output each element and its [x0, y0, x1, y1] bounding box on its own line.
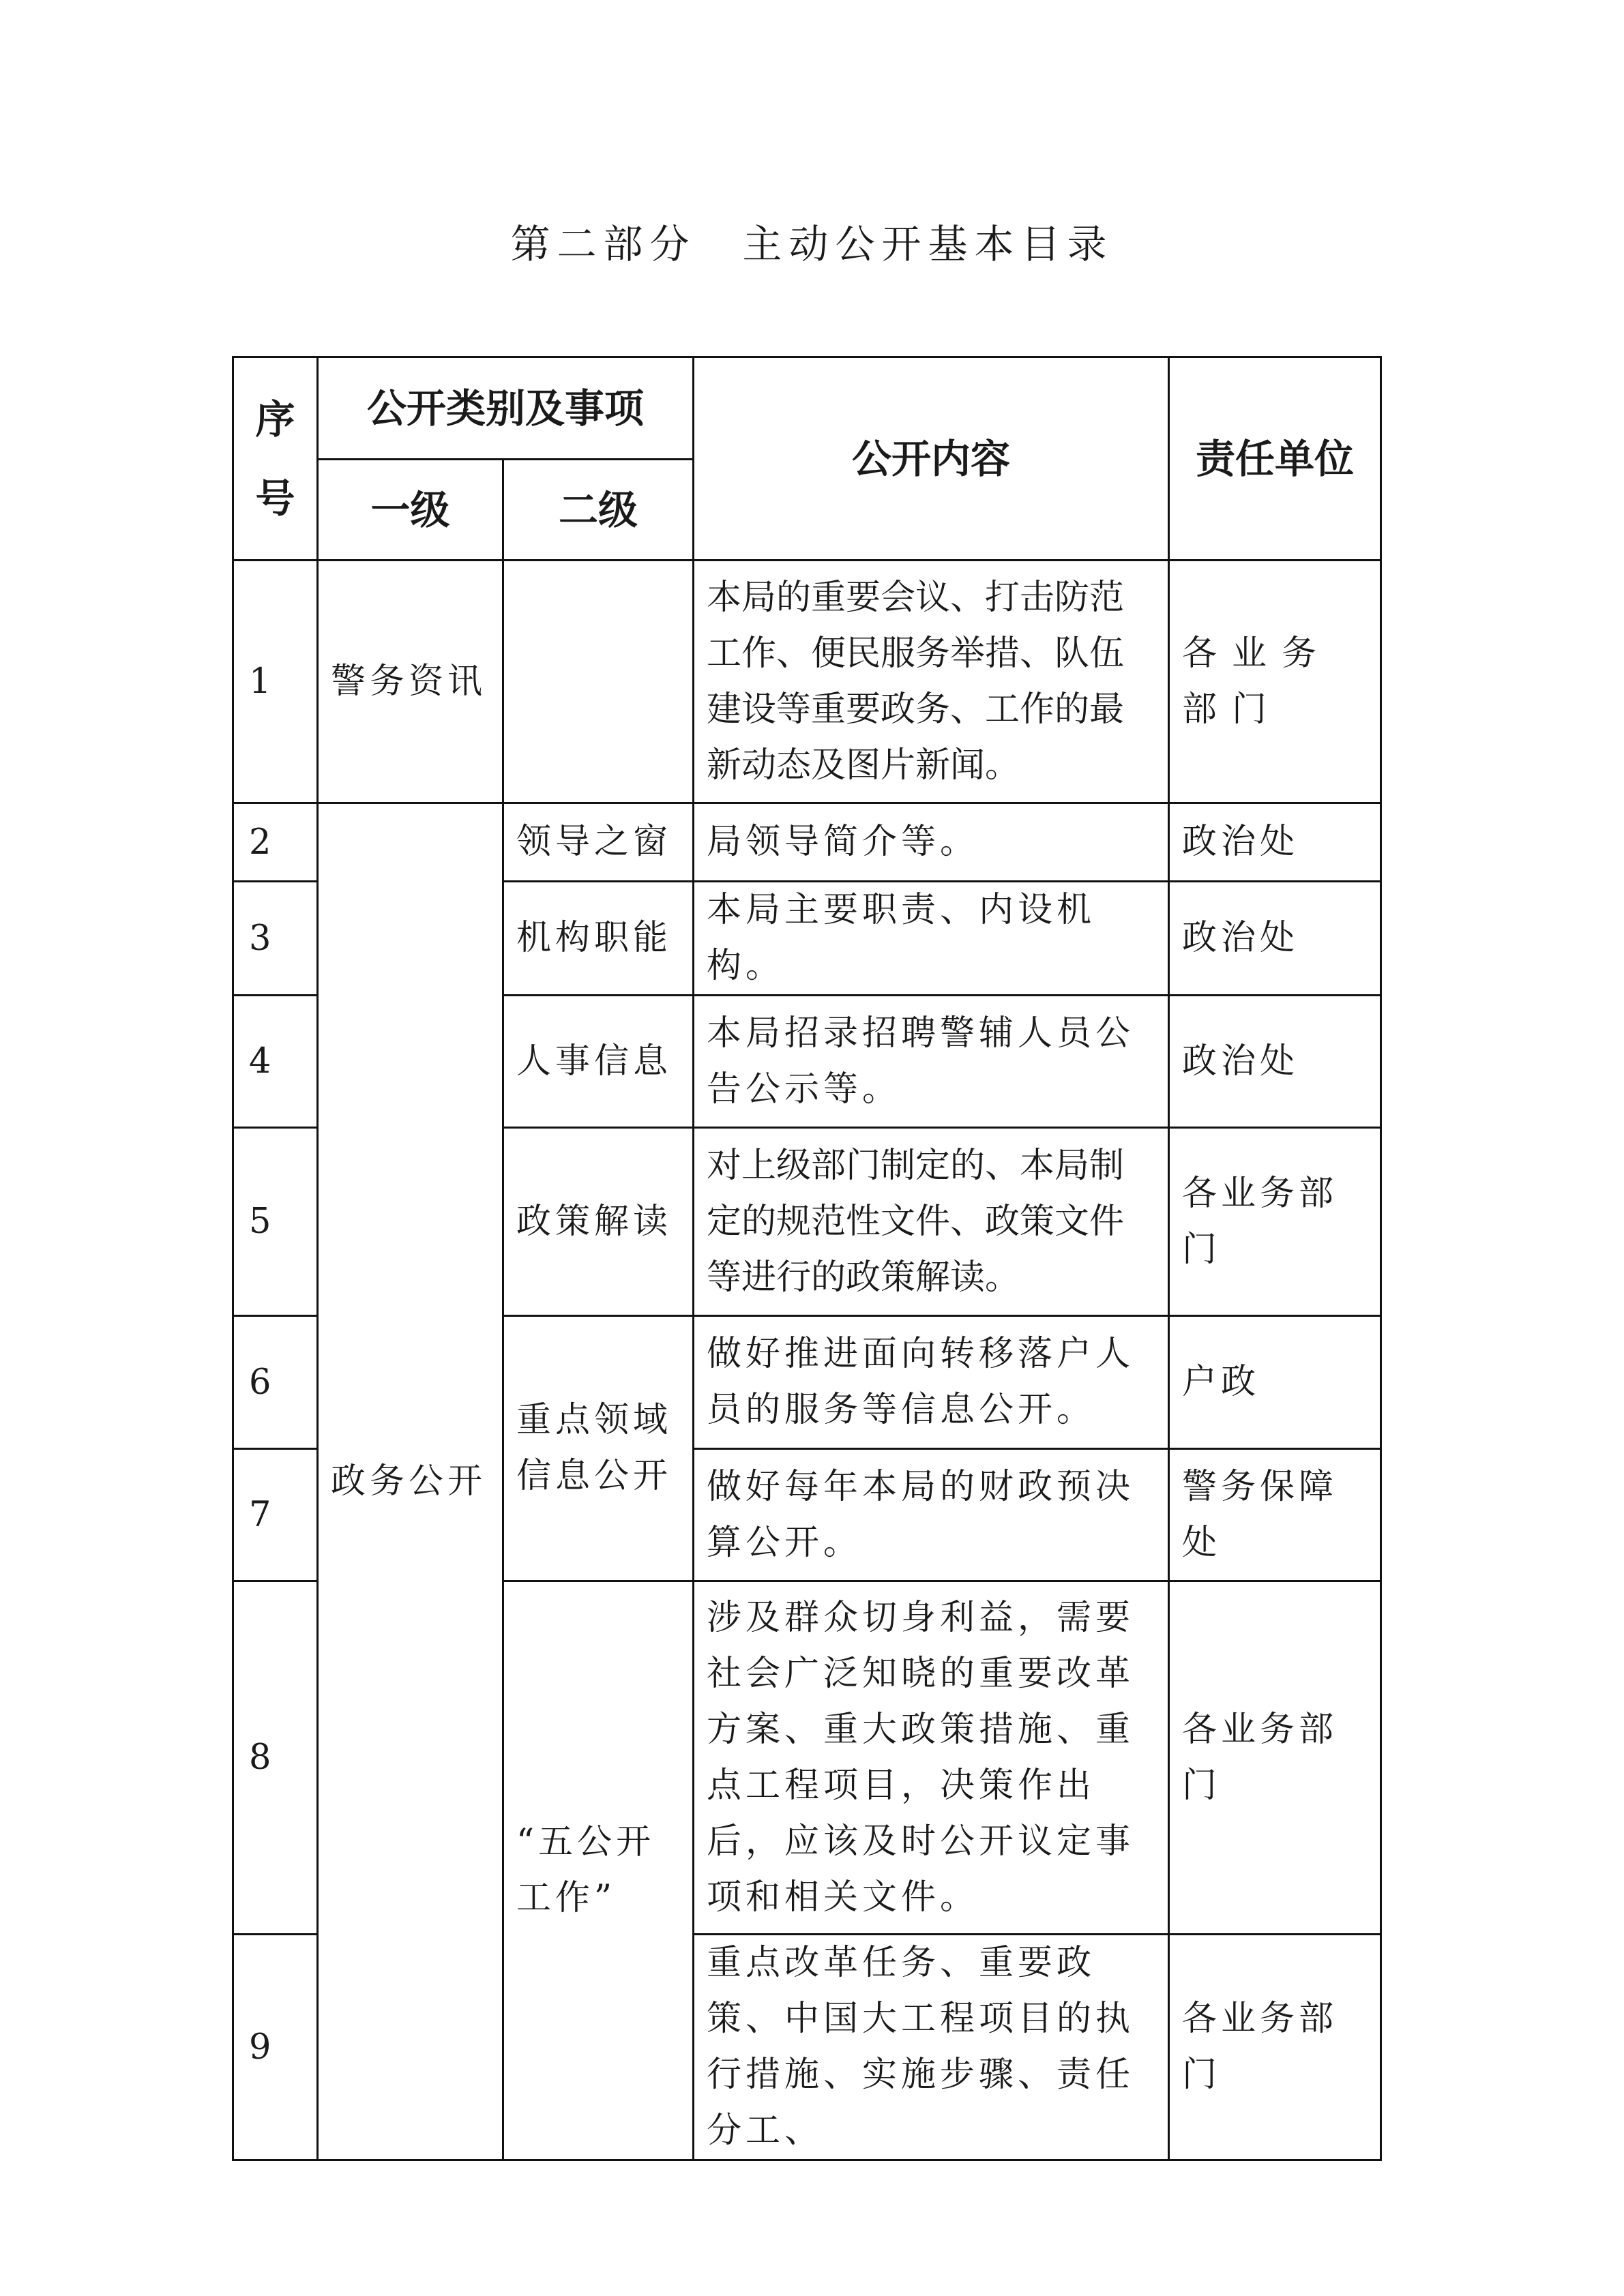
row-number: 2 [233, 803, 318, 882]
row-unit: 各业务部门 [1169, 561, 1381, 803]
catalog-table [232, 356, 1382, 2161]
row-number: 8 [233, 1581, 318, 1935]
row-number: 6 [233, 1316, 318, 1449]
row-number: 1 [233, 561, 318, 803]
row-level2: 领导之窗 [503, 803, 694, 882]
row-content: 本局的重要会议、打击防范工作、便民服务举措、队伍建设等重要政务、工作的最新动态及图片新闻。 [694, 561, 1169, 803]
row-number: 3 [233, 882, 318, 996]
header-level2: 二级 [503, 460, 694, 561]
row-unit: 政治处 [1169, 996, 1381, 1128]
row-content: 重点改革任务、重要政策、中国大工程项目的执行措施、实施步骤、责任分工、 [694, 1935, 1169, 2160]
header-seq-label: 序号 [255, 396, 295, 522]
header-content: 公开内容 [694, 357, 1169, 561]
header-level1: 一级 [318, 460, 503, 561]
row-unit: 户政 [1169, 1316, 1381, 1449]
row-content: 本局主要职责、内设机构。 [694, 882, 1169, 996]
row-unit: 各业务部门 [1169, 1935, 1381, 2160]
row-content: 本局招录招聘警辅人员公告公示等。 [694, 996, 1169, 1128]
header-row-1 [233, 357, 1381, 460]
page-title: 第二部分 主动公开基本目录 [510, 221, 1114, 267]
row-number: 9 [233, 1935, 318, 2160]
row-level2: “五公开工作” [503, 1581, 694, 2160]
row-unit: 警务保障处 [1169, 1449, 1381, 1581]
row-level2: 政策解读 [503, 1128, 694, 1316]
header-seq [233, 357, 318, 561]
row-level2: 人事信息 [503, 996, 694, 1128]
row-content: 对上级部门制定的、本局制定的规范性文件、政策文件等进行的政策解读。 [694, 1128, 1169, 1316]
header-unit: 责任单位 [1169, 357, 1381, 561]
row-content: 涉及群众切身利益，需要社会广泛知晓的重要改革方案、重大政策措施、重点工程项目，决策作出后，应该及时公开议定事项和相关文件。 [694, 1581, 1169, 1935]
row-level2: 机构职能 [503, 882, 694, 996]
header-category: 公开类别及事项 [318, 357, 694, 460]
row-number: 7 [233, 1449, 318, 1581]
row-level1-merged: 政务公开 [318, 803, 503, 2160]
row-unit: 政治处 [1169, 882, 1381, 996]
table-row [233, 561, 1381, 803]
row-content: 做好每年本局的财政预决算公开。 [694, 1449, 1169, 1581]
table-row [233, 803, 1381, 882]
row-level2: 重点领域信息公开 [503, 1316, 694, 1581]
row-content: 局领导简介等。 [694, 803, 1169, 882]
row-content: 做好推进面向转移落户人员的服务等信息公开。 [694, 1316, 1169, 1449]
row-level1: 警务资讯 [318, 561, 503, 803]
row-level2 [503, 561, 694, 803]
row-unit: 政治处 [1169, 803, 1381, 882]
row-number: 5 [233, 1128, 318, 1316]
row-unit: 各业务部门 [1169, 1581, 1381, 1935]
row-number: 4 [233, 996, 318, 1128]
row-unit: 各业务部门 [1169, 1128, 1381, 1316]
